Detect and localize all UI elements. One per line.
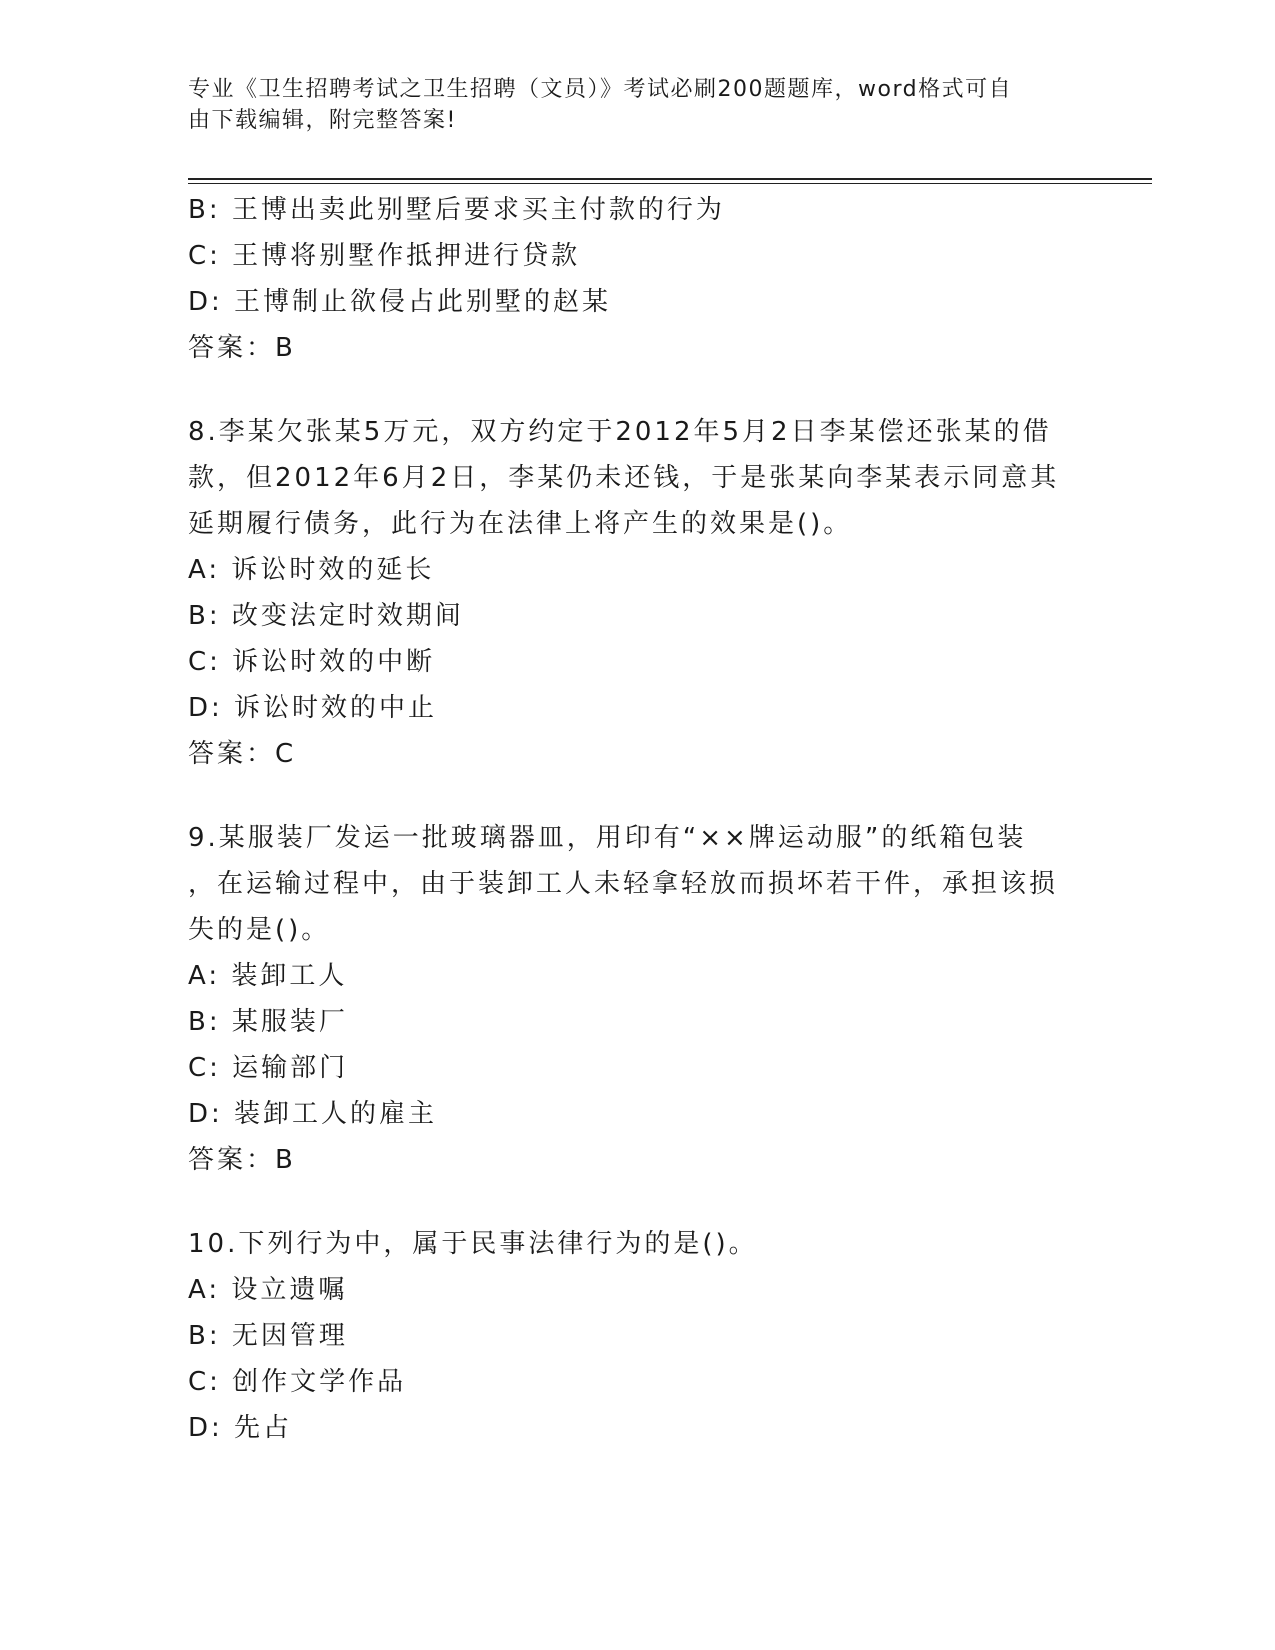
question-8 (188, 409, 1088, 777)
option-c: C: 运输部门 (188, 1053, 349, 1083)
option-a: A: 装卸工人 (188, 961, 348, 991)
answer-line: 答案：B (188, 1145, 296, 1175)
option-d: D: 诉讼时效的中止 (188, 693, 438, 723)
option-c: C: 诉讼时效的中断 (188, 647, 436, 677)
question-9 (188, 815, 1088, 1183)
option-a: A: 诉讼时效的延长 (188, 555, 435, 585)
option-d: D: 先占 (188, 1413, 293, 1443)
answer-line: 答案：B (188, 333, 296, 363)
header-divider-thin (188, 183, 1152, 184)
question-text: 8.李某欠张某5万元，双方约定于2012年5月2日李某偿还张某的借 款，但2012年6月2日，李某仍未还钱，于是张某向李某表示同意其 延期履行债务，此行为在法律上将产生的效果是()。 (188, 417, 1060, 539)
question-text: 10.下列行为中，属于民事法律行为的是()。 (188, 1229, 758, 1259)
option-b: B: 某服装厂 (188, 1007, 348, 1037)
option-d: D: 王博制止欲侵占此别墅的赵某 (188, 287, 612, 317)
header-divider (188, 178, 1152, 180)
option-a: A: 设立遗嘱 (188, 1275, 348, 1305)
document-header (188, 74, 1088, 136)
option-b: B: 王博出卖此别墅后要求买主付款的行为 (188, 195, 725, 225)
header-line-1: 专业《卫生招聘考试之卫生招聘（文员）》考试必刷200题题库，word格式可自 (188, 77, 1013, 102)
prev-question (188, 187, 1088, 371)
question-text: 9.某服装厂发运一批玻璃器皿，用印有“××牌运动服”的纸箱包装 ，在运输过程中，由于装卸工人未轻拿轻放而损坏若干件，承担该损 失的是()。 (188, 823, 1059, 945)
option-d: D: 装卸工人的雇主 (188, 1099, 438, 1129)
question-10 (188, 1221, 1088, 1451)
option-c: C: 创作文学作品 (188, 1367, 407, 1397)
option-b: B: 改变法定时效期间 (188, 601, 464, 631)
question-list (188, 187, 1088, 1451)
option-c: C: 王博将别墅作抵押进行贷款 (188, 241, 581, 271)
header-line-2: 由下载编辑，附完整答案! (188, 108, 457, 133)
answer-line: 答案：C (188, 739, 297, 769)
option-b: B: 无因管理 (188, 1321, 348, 1351)
